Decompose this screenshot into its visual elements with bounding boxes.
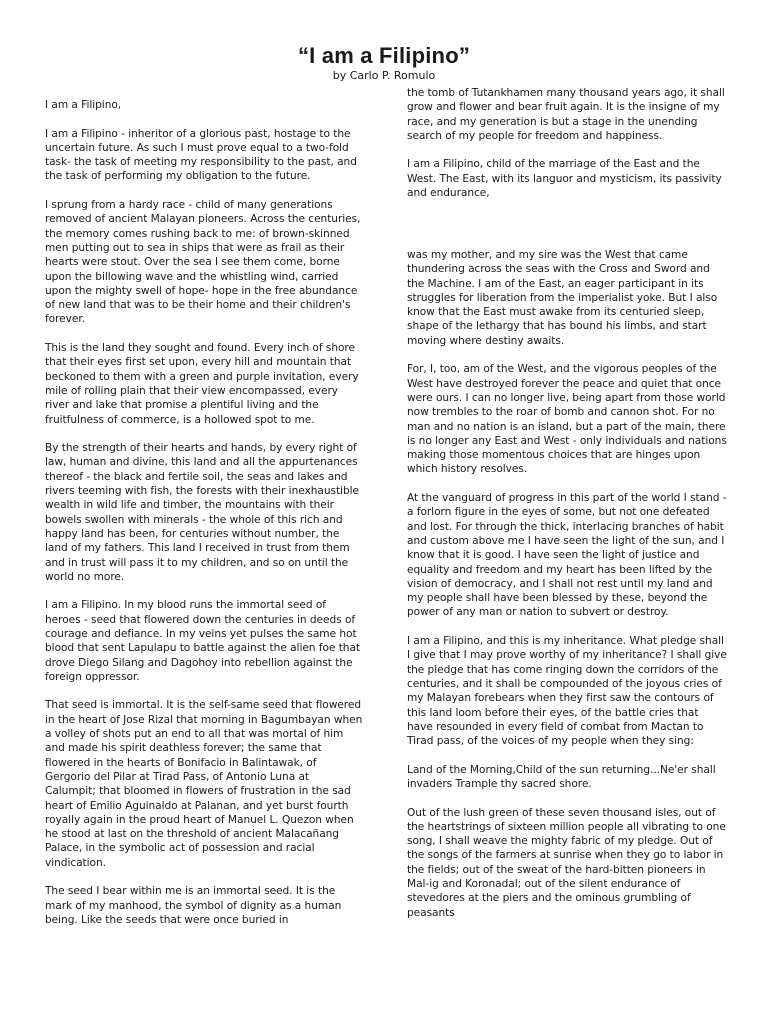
paragraph: This is the land they sought and found. Every inch of shore that their eyes first set upon, every hill and mountain that beckoned to them with a green and purple invitation, every mile of rolling plain that their view encompassed, every river and lake that promise a plentiful living and the fruitfulness of commerce, is a hollowed spot to me. <box>45 342 359 426</box>
song-quote: Land of the Morning,Child of the sun returning...Ne'er shall invaders Trample thy sacred shore. <box>407 763 716 790</box>
paragraph: the tomb of Tutankhamen many thousand years ago, it shall grow and flower and bear fruit again. It is the insigne of my race, and my generation is but a stage in the unending search of my people for freedom and happiness. <box>407 87 725 142</box>
right-column-top <box>407 86 727 215</box>
document-byline: by Carlo P. Romulo <box>332 69 436 82</box>
document-title: “I am a Filipino” <box>297 43 471 68</box>
paragraph: Out of the lush green of these seven thousand isles, out of the heartstrings of sixteen million people all vibrating to one song, I shall weave the mighty fabric of my pledge. Out of the songs of the farmers at sunrise when they go to labor in the fields; out of the sweat of the hard-bitten pioneers in Mal-ig and Koronadal; out of the silent endurance of stevedores at the piers and the ominous grumbling of peasants <box>407 806 726 919</box>
paragraph: I am a Filipino - inheritor of a glorious past, hostage to the uncertain future. As such I must prove equal to a two-fold task- the task of meeting my responsibility to the past, and the task of performing my obligation to the future. <box>45 127 357 183</box>
paragraph: I am a Filipino. In my blood runs the immortal seed of heroes - seed that flowered down the centuries in deeds of courage and defiance. In my veins yet pulses the same hot blood that sent Lapulapu to battle against the alien foe that drove Diego Silang and Dagohoy into rebellion against the foreign oppressor. <box>45 599 361 683</box>
right-column-bottom <box>407 248 727 934</box>
paragraph: I sprung from a hardy race - child of many generations removed of ancient Malayan pioneers. Across the centuries, the memory comes rushing back to me: of brown-skinned men putting out to sea in ships that were as frail as their hearts were stout. Over the sea I see them come, borne upon the billowing wave and the whistling wind, carried upon the mighty swell of hope- hope in the free abundance of new land that was to be their home and their children's forever. <box>45 199 361 326</box>
left-column <box>45 98 363 942</box>
paragraph: I am a Filipino, child of the marriage of the East and the West. The East, with its languor and mysticism, its passivity and endurance, <box>407 158 722 200</box>
paragraph: I am a Filipino, <box>45 99 122 111</box>
paragraph: At the vanguard of progress in this part of the world I stand - a forlorn figure in the eyes of some, but not one defeated and lost. For through the thick, interlacing branches of habit and custom above me I have seen the light of the sun, and I know that it is good. I have seen the light of justice and equality and freedom and my heart has been lifted by the vision of democracy, and I shall not rest until my land and my people shall have been blessed by these, beyond the power of any man or nation to subvert or destroy. <box>407 492 727 619</box>
paragraph: That seed is immortal. It is the self-same seed that flowered in the heart of Jose Rizal that morning in Bagumbayan when a volley of shots put an end to all that was mortal of him and made his spirit deathless forever; the same that flowered in the hearts of Bonifacio in Balintawak, of Gergorio del Pilar at Tirad Pass, of Antonio Luna at Calumpit; that bloomed in flowers of frustration in the sad heart of Emilio Aguinaldo at Palanan, and yet burst fourth royally again in the proud heart of Manuel L. Quezon when he stood at last on the threshold of ancient Malacañang Palace, in the symbolic act of possession and racial vindication. <box>45 699 363 869</box>
paragraph: By the strength of their hearts and hands, by every right of law, human and divine, this land and all the appurtenances thereof - the black and fertile soil, the seas and lakes and rivers teeming with fish, the forests with their inexhaustible wealth in wild life and timber, the mountains with their bowels swollen with minerals - the whole of this rich and happy land has been, for centuries without number, the land of my fathers. This land I received in trust from them and in trust will pass it to my children, and so on until the world no more. <box>45 442 360 583</box>
paragraph: The seed I bear within me is an immortal seed. It is the mark of my manhood, the symbol of dignity as a human being. Like the seeds that were once buried in <box>45 885 342 926</box>
paragraph: I am a Filipino, and this is my inheritance. What pledge shall I give that I may prove worthy of my inheritance? I shall give the pledge that has come ringing down the corridors of the centuries, and it shall be compounded of the joyous cries of my Malayan forebears when they first saw the contours of this land loom before their eyes, of the battle cries that have resounded in every field of combat from Mactan to Tirad pass, of the voices of my people when they sing: <box>407 635 727 748</box>
paragraph: was my mother, and my sire was the West that came thundering across the seas with the Cross and Sword and the Machine. I am of the East, an eager participant in its struggles for liberation from the imperialist yoke. But I also know that the East must awake from its centuried sleep, shape of the lethargy that has bound his limbs, and start moving where destiny awaits. <box>407 249 718 347</box>
paragraph: For, I, too, am of the West, and the vigorous peoples of the West have destroyed forever the peace and quiet that once were ours. I can no longer live, being apart from those world now trembles to the roar of bomb and cannon shot. For no man and no nation is an island, but a part of the main, there is no longer any East and West - only individuals and nations making those momentous choices that are hinges upon which history resolves. <box>407 363 727 476</box>
